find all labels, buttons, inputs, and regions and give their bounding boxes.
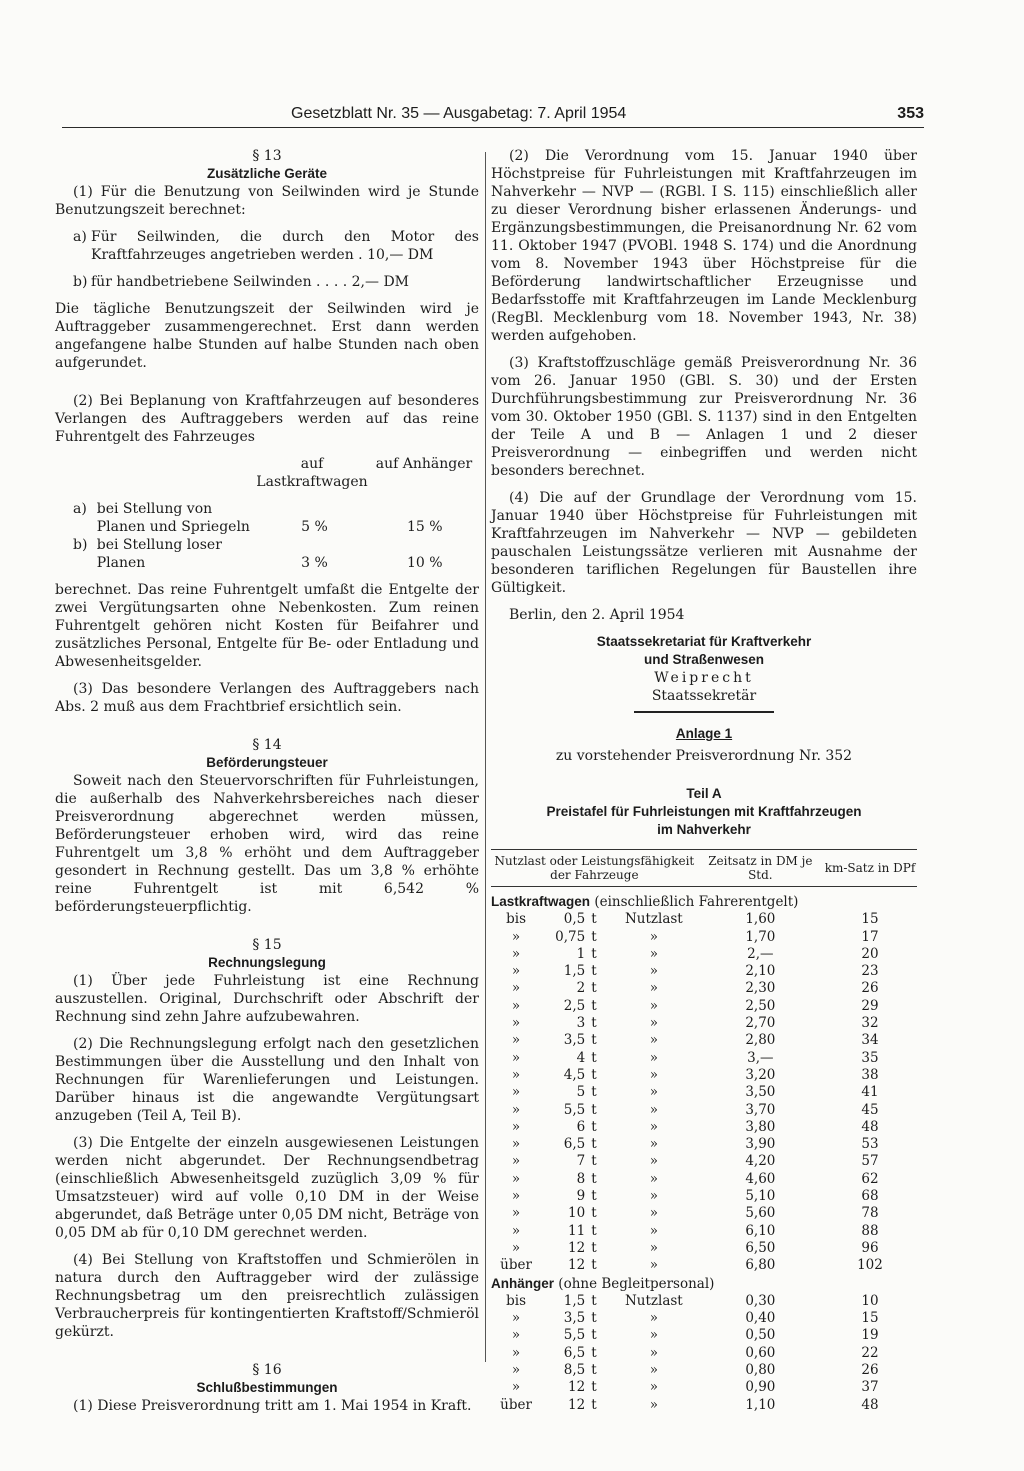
table-cell: » bbox=[649, 1032, 658, 1049]
table-cell: 0,90 bbox=[745, 1379, 776, 1396]
table-title: im Nahverkehr bbox=[657, 822, 751, 837]
part-title: Teil A bbox=[686, 786, 722, 801]
table-cell: » bbox=[511, 1205, 521, 1222]
table-cell: t bbox=[591, 1396, 597, 1413]
table-cell: » bbox=[511, 1153, 521, 1170]
header-title: Gesetzblatt Nr. 35 — Ausgabetag: 7. April 1954 bbox=[291, 105, 627, 122]
table-cell: 88 bbox=[861, 1222, 879, 1239]
table-cell: » bbox=[649, 980, 658, 997]
table-row bbox=[491, 1102, 917, 1119]
paragraph: Die tägliche Benutzungszeit der Seilwinden wird je Auftraggeber zusammengerechnet. Erst dann werden angefangene halbe Stunden auf halbe Stunden nach oben aufgerundet. bbox=[55, 301, 479, 371]
table-title: Preistafel für Fuhrleistungen mit Kraftfahrzeugen bbox=[546, 804, 862, 819]
table-cell: » bbox=[649, 1049, 658, 1066]
table-cell: 4,60 bbox=[745, 1170, 776, 1187]
table-row bbox=[491, 1205, 917, 1222]
table-row bbox=[491, 1362, 917, 1379]
table-cell: 8,5 bbox=[563, 1362, 586, 1379]
table-cell: » bbox=[649, 1310, 658, 1327]
table-cell: 3,5 bbox=[563, 1032, 586, 1049]
table-cell: t bbox=[591, 1015, 597, 1032]
table-cell: 0,60 bbox=[745, 1344, 776, 1361]
table-cell: 48 bbox=[861, 1118, 879, 1135]
table-cell: 2,30 bbox=[745, 980, 776, 997]
table-cell: » bbox=[649, 1239, 658, 1256]
table-row bbox=[491, 998, 917, 1015]
table-cell: 102 bbox=[857, 1257, 883, 1274]
table-cell: 1,10 bbox=[745, 1396, 776, 1413]
paragraph: berechnet. Das reine Fuhrentgelt umfaßt die Entgelte der zwei Vergütungsarten ohne Nebenkosten. Zum reinen Fuhrentgelt gehören nicht Kosten für Beifahrer und zusätzliches Personal, Entgelte für Be- oder Entladung und Abwesenheitsgelder. bbox=[55, 582, 479, 670]
table-cell: » bbox=[511, 1084, 521, 1101]
table-cell: 5,5 bbox=[563, 1101, 586, 1118]
annex-title: Anlage 1 bbox=[675, 726, 733, 741]
table-row bbox=[491, 946, 917, 963]
table-cell: » bbox=[649, 963, 658, 980]
table-cell: 29 bbox=[861, 997, 879, 1014]
section-number: § 15 bbox=[252, 937, 282, 953]
table-cell: t bbox=[591, 963, 597, 980]
table-cell: 20 bbox=[861, 945, 879, 962]
table-cell: 10 bbox=[861, 1292, 879, 1309]
table-cell: t bbox=[591, 1362, 597, 1379]
table-cell: 3 bbox=[576, 1015, 586, 1032]
table-cell: 4 bbox=[576, 1049, 586, 1066]
table-cell: » bbox=[649, 945, 658, 962]
table-cell: über bbox=[500, 1257, 532, 1274]
table-row bbox=[491, 1240, 917, 1257]
table-cell: 11 bbox=[568, 1222, 586, 1239]
group-row: Lastkraftwagen (einschließlich Fahrerentgelt) bbox=[491, 894, 799, 910]
table-row bbox=[491, 1119, 917, 1136]
table-cell: 12 bbox=[568, 1379, 586, 1396]
table-cell: 3,5 bbox=[563, 1310, 586, 1327]
section-title: Beförderungsteuer bbox=[206, 755, 328, 770]
table-cell: » bbox=[649, 1188, 658, 1205]
table-row bbox=[491, 1015, 917, 1032]
table-cell: » bbox=[649, 1101, 658, 1118]
table-cell: t bbox=[591, 1084, 597, 1101]
page-header bbox=[62, 103, 924, 128]
table-cell: 12 bbox=[568, 1239, 586, 1256]
table-cell: 41 bbox=[861, 1084, 879, 1101]
table-cell: 15 bbox=[861, 911, 879, 928]
table-cell: » bbox=[511, 1170, 521, 1187]
column-divider bbox=[485, 152, 486, 1362]
table-cell: 1,5 bbox=[563, 1292, 586, 1309]
section-title: Zusätzliche Geräte bbox=[206, 166, 328, 181]
table-cell: t bbox=[591, 1136, 597, 1153]
paragraph: (4) Die auf der Grundlage der Verordnung vom 15. Januar 1940 über Höchstpreise für Fuhrleistungen mit Kraftfahrzeugen im Nahverkehr — NVP — gebildeten pauschalen Leistungssätze verlieren mit Ausnahme der besonderen tariflichen Regelungen für Baustellen ihre Gültigkeit. bbox=[491, 490, 917, 596]
table-cell: » bbox=[511, 997, 521, 1014]
table-cell: t bbox=[591, 1188, 597, 1205]
table-cell: 32 bbox=[861, 1015, 879, 1032]
table-cell: 12 bbox=[568, 1257, 586, 1274]
table-cell: t bbox=[591, 980, 597, 997]
table-row bbox=[491, 1345, 917, 1362]
table-cell: Nutzlast bbox=[624, 1292, 683, 1309]
table-cell: t bbox=[591, 1257, 597, 1274]
table-cell: 6,10 bbox=[745, 1222, 776, 1239]
table-cell: » bbox=[649, 1396, 658, 1413]
table-cell: » bbox=[511, 1032, 521, 1049]
table-cell: 35 bbox=[861, 1049, 879, 1066]
table-cell: 5,60 bbox=[745, 1205, 776, 1222]
table-cell: 19 bbox=[861, 1327, 879, 1344]
list-item: b) für handbetriebene Seilwinden . . . . 2,— DM bbox=[73, 274, 410, 290]
right-column bbox=[491, 147, 917, 1414]
paragraph: (1) Für die Benutzung von Seilwinden wird je Stunde Benutzungszeit berechnet: bbox=[55, 184, 479, 218]
table-row bbox=[491, 1032, 917, 1049]
table-cell: » bbox=[649, 1153, 658, 1170]
table-cell: » bbox=[511, 1327, 521, 1344]
table-cell: 26 bbox=[861, 1362, 879, 1379]
surcharge-table-header: auf Lastkraftwagen auf Anhänger bbox=[256, 456, 473, 490]
table-cell: » bbox=[511, 1239, 521, 1256]
table-cell: 17 bbox=[861, 928, 879, 945]
group-note: (ohne Begleitpersonal) bbox=[554, 1275, 715, 1292]
table-cell: » bbox=[649, 1084, 658, 1101]
table-cell: 38 bbox=[861, 1066, 879, 1083]
table-cell: t bbox=[591, 1205, 597, 1222]
table-cell: 4,20 bbox=[745, 1153, 776, 1170]
table-cell: 6,5 bbox=[563, 1136, 586, 1153]
table-cell: 0,30 bbox=[745, 1292, 776, 1309]
table-cell: » bbox=[649, 997, 658, 1014]
table-cell: 5 bbox=[576, 1084, 586, 1101]
table-cell: 34 bbox=[861, 1032, 879, 1049]
paragraph: Soweit nach den Steuervorschriften für Fuhrleistungen, die außerhalb des Nahverkehrsbereiches nach dieser Preisverordnung abgerechnet werden müssen, Beförderungsteuer erhoben wird, wird das reine Fuhrentgelt um 3,8 % erhöht und dem Auftraggeber gesondert in Rechnung gestellt. Das um 3,8 % erhöhte reine Fuhrentgelt ist mit 6,542 % beförderungsteuerpflichtig. bbox=[55, 773, 479, 915]
paragraph: (4) Bei Stellung von Kraftstoffen und Schmierölen in natura durch den Auftraggeber wird der zulässige Rechnungsbetrag um den preisrechtlich zulässigen Verbraucherpreis für kontingentierten Kraftstoff/Schmieröl gekürzt. bbox=[55, 1252, 479, 1340]
table-cell: » bbox=[511, 1344, 521, 1361]
table-cell: bis bbox=[506, 1292, 526, 1309]
table-header: Nutzlast oder Leistungsfähigkeit der Fahrzeuge Zeitsatz in DM je Std. km-Satz in DPf bbox=[491, 850, 917, 887]
table-cell: » bbox=[649, 928, 658, 945]
table-row bbox=[491, 1379, 917, 1396]
page-number: 353 bbox=[897, 105, 924, 122]
list-item: a) Für Seilwinden, die durch den Motor des Kraftfahrzeuges angetrieben werden . 10,— DM bbox=[73, 229, 479, 263]
table-cell: t bbox=[591, 1170, 597, 1187]
section-title: Rechnungslegung bbox=[208, 955, 326, 970]
table-cell: 3,50 bbox=[745, 1084, 776, 1101]
table-cell: » bbox=[649, 1118, 658, 1135]
table-cell: 5,10 bbox=[745, 1188, 776, 1205]
table-cell: 37 bbox=[861, 1379, 879, 1396]
table-cell: 22 bbox=[861, 1344, 879, 1361]
table-cell: 2 bbox=[576, 980, 586, 997]
table-cell: » bbox=[511, 1049, 521, 1066]
group-row bbox=[491, 1275, 917, 1293]
table-cell: 6,5 bbox=[563, 1344, 586, 1361]
signer-name: Weiprecht bbox=[654, 670, 754, 686]
price-table bbox=[491, 849, 917, 1414]
table-cell: 4,5 bbox=[563, 1066, 586, 1083]
table-cell: » bbox=[511, 1310, 521, 1327]
table-cell: » bbox=[649, 1136, 658, 1153]
table-row bbox=[491, 963, 917, 980]
table-row bbox=[491, 1310, 917, 1327]
table-cell: bis bbox=[506, 911, 526, 928]
paragraph: (2) Die Verordnung vom 15. Januar 1940 über Höchstpreise für Fuhrleistungen mit Kraftfahrzeugen im Nahverkehr — NVP — (RGBl. I S. 115) einschließlich aller zu dieser Verordnung bisher erlassenen Änderungs- und Ergänzungsbestimmungen, die Preisanordnung Nr. 62 vom 11. Oktober 1947 (PVOBl. 1948 S. 174) und die Anordnung vom 8. November 1943 über Höchstpreise für die Beförderung landwirtschaftlicher Erzeugnisse und Bedarfsstoffe mit Kraftfahrzeugen im Lande Mecklenburg (RegBl. Mecklenburg vom 18. November 1943, Nr. 38) werden aufgehoben. bbox=[491, 148, 917, 344]
section-title: Schlußbestimmungen bbox=[196, 1380, 338, 1395]
table-cell: » bbox=[511, 1222, 521, 1239]
table-cell: » bbox=[511, 945, 521, 962]
table-cell: 2,5 bbox=[563, 997, 586, 1014]
table-cell: » bbox=[511, 928, 521, 945]
table-cell: 3,— bbox=[747, 1049, 774, 1066]
table-row bbox=[491, 1397, 917, 1414]
table-cell: 2,50 bbox=[745, 997, 776, 1014]
table-cell: » bbox=[511, 1066, 521, 1083]
authority-line: Staatssekretariat für Kraftverkehr bbox=[596, 634, 812, 649]
table-cell: » bbox=[649, 1257, 658, 1274]
table-cell: 1,5 bbox=[563, 963, 586, 980]
table-cell: » bbox=[511, 1101, 521, 1118]
table-row bbox=[491, 911, 917, 928]
paragraph: (1) Diese Preisverordnung tritt am 1. Mai 1954 in Kraft. bbox=[73, 1398, 472, 1414]
table-cell: 45 bbox=[861, 1101, 879, 1118]
table-cell: 23 bbox=[861, 963, 879, 980]
table-row bbox=[491, 1188, 917, 1205]
table-cell: t bbox=[591, 997, 597, 1014]
table-cell: t bbox=[591, 1239, 597, 1256]
table-row bbox=[491, 1171, 917, 1188]
section-number: § 13 bbox=[252, 148, 282, 164]
table-row bbox=[491, 1050, 917, 1067]
table-cell: 8 bbox=[576, 1170, 586, 1187]
table-row bbox=[491, 1153, 917, 1170]
table-row bbox=[491, 1136, 917, 1153]
table-cell: » bbox=[649, 1379, 658, 1396]
table-cell: 3,90 bbox=[745, 1136, 776, 1153]
divider bbox=[634, 711, 774, 713]
table-cell: » bbox=[511, 963, 521, 980]
table-row bbox=[491, 929, 917, 946]
table-cell: t bbox=[591, 1032, 597, 1049]
table-cell: » bbox=[511, 1188, 521, 1205]
table-cell: 3,20 bbox=[745, 1066, 776, 1083]
table-row bbox=[491, 1223, 917, 1240]
table-cell: 7 bbox=[576, 1153, 586, 1170]
authority-line: und Straßenwesen bbox=[643, 652, 765, 667]
table-cell: » bbox=[649, 1066, 658, 1083]
table-cell: 1 bbox=[576, 945, 586, 962]
section-number: § 14 bbox=[252, 737, 282, 753]
table-cell: 10 bbox=[568, 1205, 586, 1222]
table-cell: » bbox=[649, 1205, 658, 1222]
table-cell: » bbox=[511, 1118, 521, 1135]
table-cell: » bbox=[511, 1136, 521, 1153]
table-cell: über bbox=[500, 1396, 532, 1413]
table-cell: 6 bbox=[576, 1118, 586, 1135]
table-cell: t bbox=[591, 945, 597, 962]
table-cell: 6,80 bbox=[745, 1257, 776, 1274]
surcharge-row: a) bei Stellung von Planen und Spriegeln 5 % 15 % bbox=[73, 501, 443, 535]
section-number: § 16 bbox=[252, 1362, 282, 1378]
table-cell: » bbox=[511, 1379, 521, 1396]
table-cell: 2,70 bbox=[745, 1015, 776, 1032]
table-cell: t bbox=[591, 1327, 597, 1344]
table-cell: 1,60 bbox=[745, 911, 776, 928]
table-cell: 2,— bbox=[747, 945, 774, 962]
table-cell: Nutzlast bbox=[624, 911, 683, 928]
table-cell: t bbox=[591, 1292, 597, 1309]
table-cell: 0,40 bbox=[745, 1310, 776, 1327]
table-cell: 68 bbox=[861, 1188, 879, 1205]
table-cell: 0,50 bbox=[745, 1327, 776, 1344]
table-row bbox=[491, 1067, 917, 1084]
left-column bbox=[55, 147, 479, 1415]
place-date: Berlin, den 2. April 1954 bbox=[509, 607, 685, 623]
paragraph: (1) Über jede Fuhrleistung ist eine Rechnung auszustellen. Original, Durchschrift oder Abschrift der Rechnung sind zehn Jahre aufzubewahren. bbox=[55, 973, 479, 1025]
surcharge-row: b) bei Stellung loser Planen 3 % 10 % bbox=[73, 537, 443, 571]
table-cell: t bbox=[591, 1049, 597, 1066]
table-row bbox=[491, 1257, 917, 1274]
table-cell: t bbox=[591, 911, 597, 928]
table-cell: 0,75 bbox=[555, 928, 586, 945]
table-row bbox=[491, 980, 917, 997]
table-cell: 48 bbox=[861, 1396, 879, 1413]
table-cell: 15 bbox=[861, 1310, 879, 1327]
table-cell: t bbox=[591, 928, 597, 945]
annex-subtitle: zu vorstehender Preisverordnung Nr. 352 bbox=[555, 748, 853, 764]
table-cell: 5,5 bbox=[563, 1327, 586, 1344]
table-cell: t bbox=[591, 1222, 597, 1239]
paragraph: (3) Das besondere Verlangen des Auftraggebers nach Abs. 2 muß aus dem Frachtbrief ersichtlich sein. bbox=[55, 681, 479, 715]
signer-title: Staatssekretär bbox=[651, 688, 757, 704]
table-cell: 0,5 bbox=[563, 911, 586, 928]
paragraph: (3) Kraftstoffzuschläge gemäß Preisverordnung Nr. 36 vom 26. Januar 1950 (GBl. S. 30) und der Ersten Durchführungsbestimmung zur Preisverordnung Nr. 36 vom 30. Oktober 1950 (GBl. S. 1137) sind in den Entgelten der Teile A und B — Anlagen 1 und 2 dieser Preisverordnung — einbegriffen und werden nicht besonders berechnet. bbox=[491, 355, 917, 479]
table-cell: t bbox=[591, 1379, 597, 1396]
table-row bbox=[491, 1327, 917, 1344]
table-cell: » bbox=[649, 1344, 658, 1361]
table-cell: 96 bbox=[861, 1239, 879, 1256]
table-cell: 3,80 bbox=[745, 1118, 776, 1135]
table-cell: » bbox=[649, 1015, 658, 1032]
table-cell: t bbox=[591, 1066, 597, 1083]
table-cell: » bbox=[649, 1170, 658, 1187]
table-row bbox=[491, 1293, 917, 1310]
table-cell: 26 bbox=[861, 980, 879, 997]
table-cell: » bbox=[511, 980, 521, 997]
table-cell: » bbox=[649, 1327, 658, 1344]
table-cell: 53 bbox=[861, 1136, 879, 1153]
table-cell: 57 bbox=[861, 1153, 879, 1170]
paragraph: (2) Die Rechnungslegung erfolgt nach den gesetzlichen Bestimmungen über die Ausstellung und den Inhalt von Rechnungen für Warenlieferungen und Leistungen. Darüber hinaus ist die angewandte Vergütungsart anzugeben (Teil A, Teil B). bbox=[55, 1036, 479, 1124]
table-cell: 3,70 bbox=[745, 1101, 776, 1118]
table-row bbox=[491, 1084, 917, 1101]
table-cell: 9 bbox=[576, 1188, 586, 1205]
table-cell: t bbox=[591, 1153, 597, 1170]
table-cell: 1,70 bbox=[745, 928, 776, 945]
table-cell: t bbox=[591, 1118, 597, 1135]
table-cell: » bbox=[649, 1222, 658, 1239]
table-cell: » bbox=[649, 1362, 658, 1379]
table-cell: t bbox=[591, 1344, 597, 1361]
paragraph: (3) Die Entgelte der einzeln ausgewiesenen Leistungen werden nicht abgerundet. Der Rechnungsendbetrag (einschließlich Abwesenheitsgeld zuzüglich 3,09 % für Umsatzsteuer) wird auf volle 0,10 DM in der Weise abgerundet, daß Beträge unter 0,05 DM nicht, Beträge von 0,05 DM ab für 0,10 DM gerechnet werden. bbox=[55, 1135, 479, 1241]
table-cell: 2,80 bbox=[745, 1032, 776, 1049]
table-cell: 62 bbox=[861, 1170, 879, 1187]
table-cell: 0,80 bbox=[745, 1362, 776, 1379]
table-cell: » bbox=[511, 1015, 521, 1032]
group-label: Anhänger bbox=[491, 1275, 555, 1291]
paragraph: (2) Bei Beplanung von Kraftfahrzeugen auf besonderes Verlangen des Auftraggebers werden auf das reine Fuhrentgelt des Fahrzeuges bbox=[55, 393, 479, 445]
table-cell: 2,10 bbox=[745, 963, 776, 980]
table-cell: 12 bbox=[568, 1396, 586, 1413]
table-cell: t bbox=[591, 1101, 597, 1118]
table-cell: 78 bbox=[861, 1205, 879, 1222]
table-cell: 6,50 bbox=[745, 1239, 776, 1256]
table-cell: » bbox=[511, 1362, 521, 1379]
table-cell: t bbox=[591, 1310, 597, 1327]
